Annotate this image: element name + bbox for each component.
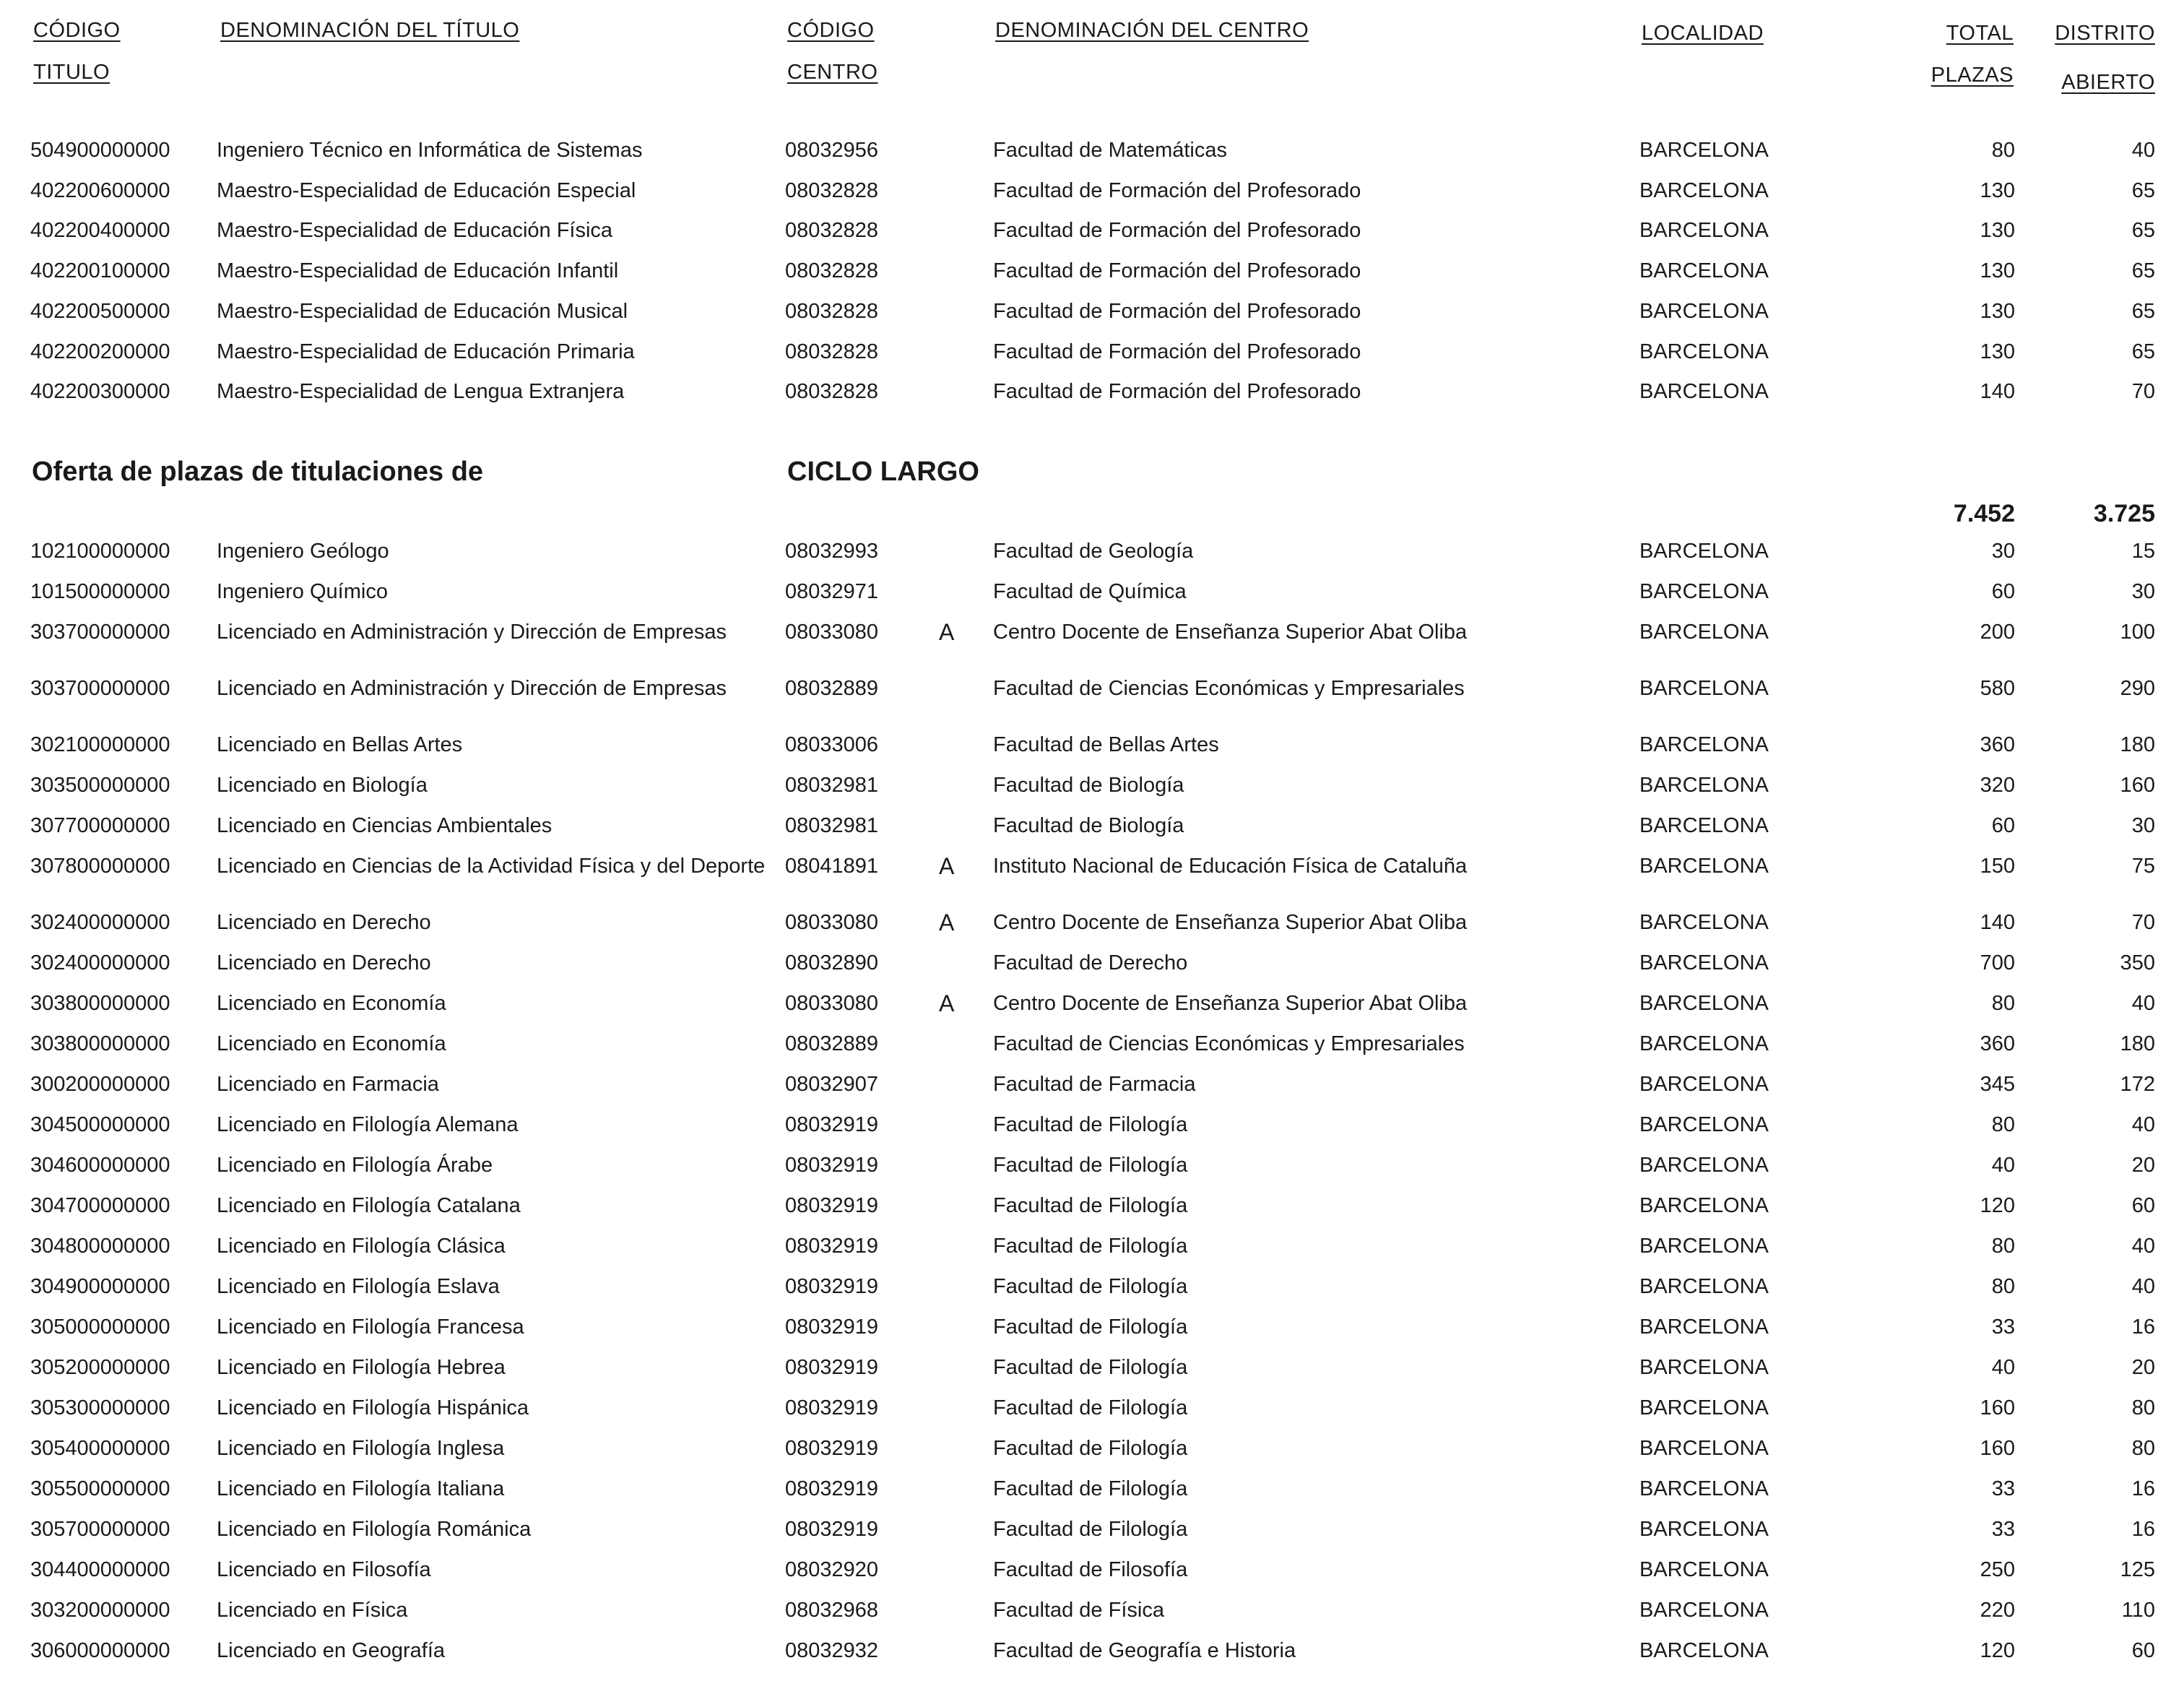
cell-centro-code: 08032889 xyxy=(785,677,879,700)
cell-titulo-code: 305700000000 xyxy=(30,1518,170,1541)
cell-centro-name: Facultad de Ciencias Económicas y Empresariales xyxy=(993,1032,1465,1055)
cell-titulo-name: Maestro-Especialidad de Educación Física xyxy=(217,219,613,243)
cell-titulo-name: Licenciado en Biología xyxy=(217,774,428,797)
cell-centro-name: Facultad de Filología xyxy=(993,1154,1188,1177)
header-localidad: LOCALIDAD xyxy=(1642,22,1764,45)
cell-centro-name: Facultad de Formación del Profesorado xyxy=(993,340,1361,363)
cell-distrito-abierto: 16 xyxy=(2131,1315,2155,1339)
cell-titulo-code: 303700000000 xyxy=(30,621,170,644)
cell-localidad: BARCELONA xyxy=(1639,1113,1769,1136)
cell-titulo-code: 402200500000 xyxy=(30,299,170,323)
table-row xyxy=(0,210,2184,251)
cell-titulo-code: 303800000000 xyxy=(30,992,170,1015)
total-distrito-sum: 3.725 xyxy=(2093,500,2155,527)
header-distrito-line2: ABIERTO xyxy=(2061,71,2155,94)
cell-centro-name: Facultad de Geología xyxy=(993,540,1194,563)
table-row xyxy=(0,983,2184,1024)
cell-localidad: BARCELONA xyxy=(1639,814,1769,837)
cell-flag-mark: A xyxy=(939,853,955,879)
cell-distrito-abierto: 180 xyxy=(2120,733,2155,756)
cell-total-plazas: 360 xyxy=(1980,1032,2015,1055)
cell-distrito-abierto: 16 xyxy=(2131,1477,2155,1500)
cell-centro-name: Facultad de Filología xyxy=(993,1194,1188,1217)
cell-total-plazas: 40 xyxy=(1991,1154,2015,1177)
cell-distrito-abierto: 16 xyxy=(2131,1518,2155,1541)
cell-localidad: BARCELONA xyxy=(1639,911,1769,934)
cell-centro-code: 08032828 xyxy=(785,178,879,202)
cell-total-plazas: 130 xyxy=(1980,178,2015,202)
cell-distrito-abierto: 40 xyxy=(2131,992,2155,1015)
cell-titulo-name: Licenciado en Filología Románica xyxy=(217,1518,532,1541)
cell-flag-mark: A xyxy=(939,909,955,935)
table-row xyxy=(0,765,2184,805)
cell-localidad: BARCELONA xyxy=(1639,178,1769,202)
cell-total-plazas: 33 xyxy=(1991,1518,2015,1541)
cell-centro-name: Facultad de Bellas Artes xyxy=(993,733,1219,756)
table-row xyxy=(0,1550,2184,1590)
cell-localidad: BARCELONA xyxy=(1639,992,1769,1015)
cell-localidad: BARCELONA xyxy=(1639,1275,1769,1298)
cell-centro-code: 08032828 xyxy=(785,259,879,283)
cell-total-plazas: 130 xyxy=(1980,340,2015,363)
cell-distrito-abierto: 160 xyxy=(2120,774,2155,797)
cell-titulo-name: Licenciado en Ciencias Ambientales xyxy=(217,814,552,837)
cell-centro-code: 08032981 xyxy=(785,774,879,797)
cell-centro-code: 08032919 xyxy=(785,1194,879,1217)
table-row xyxy=(0,1145,2184,1185)
cell-centro-name: Facultad de Filología xyxy=(993,1315,1188,1339)
table-row xyxy=(0,902,2184,943)
cell-titulo-name: Licenciado en Filología Francesa xyxy=(217,1315,524,1339)
cell-titulo-name: Licenciado en Derecho xyxy=(217,911,431,934)
cell-titulo-code: 303700000000 xyxy=(30,677,170,700)
cell-total-plazas: 150 xyxy=(1980,855,2015,878)
table-row xyxy=(0,1630,2184,1671)
cell-titulo-code: 402200400000 xyxy=(30,219,170,243)
cell-titulo-code: 402200100000 xyxy=(30,259,170,283)
cell-distrito-abierto: 70 xyxy=(2131,911,2155,934)
cell-distrito-abierto: 125 xyxy=(2120,1558,2155,1581)
cell-centro-code: 08032932 xyxy=(785,1639,879,1662)
cell-localidad: BARCELONA xyxy=(1639,1032,1769,1055)
cell-flag-mark: A xyxy=(939,619,955,645)
cell-centro-code: 08032981 xyxy=(785,814,879,837)
cell-localidad: BARCELONA xyxy=(1639,139,1769,162)
cell-centro-code: 08032919 xyxy=(785,1315,879,1339)
cell-distrito-abierto: 20 xyxy=(2131,1154,2155,1177)
cell-titulo-name: Maestro-Especialidad de Lengua Extranjera xyxy=(217,380,625,404)
header-distrito-line1: DISTRITO xyxy=(2055,22,2155,45)
cell-centro-name: Facultad de Ciencias Económicas y Empresariales xyxy=(993,677,1465,700)
table-row xyxy=(0,1064,2184,1105)
cell-centro-name: Facultad de Farmacia xyxy=(993,1073,1196,1096)
cell-centro-code: 08032919 xyxy=(785,1154,879,1177)
cell-distrito-abierto: 65 xyxy=(2131,340,2155,363)
cell-total-plazas: 160 xyxy=(1980,1437,2015,1460)
cell-centro-code: 08032890 xyxy=(785,951,879,975)
cell-localidad: BARCELONA xyxy=(1639,1154,1769,1177)
cell-total-plazas: 580 xyxy=(1980,677,2015,700)
header-denominacion-centro: DENOMINACIÓN DEL CENTRO xyxy=(995,19,1309,42)
cell-titulo-code: 402200300000 xyxy=(30,380,170,404)
cell-total-plazas: 130 xyxy=(1980,299,2015,323)
cell-titulo-code: 504900000000 xyxy=(30,139,170,162)
cell-titulo-name: Ingeniero Químico xyxy=(217,580,388,603)
table-row xyxy=(0,291,2184,332)
cell-distrito-abierto: 65 xyxy=(2131,299,2155,323)
cell-localidad: BARCELONA xyxy=(1639,855,1769,878)
cell-titulo-name: Licenciado en Filología Inglesa xyxy=(217,1437,505,1460)
cell-localidad: BARCELONA xyxy=(1639,1315,1769,1339)
cell-distrito-abierto: 60 xyxy=(2131,1194,2155,1217)
cell-titulo-name: Maestro-Especialidad de Educación Infantil xyxy=(217,259,619,283)
cell-total-plazas: 80 xyxy=(1991,1113,2015,1136)
cell-titulo-name: Licenciado en Administración y Dirección de Empresas xyxy=(217,677,727,700)
table-row xyxy=(0,1347,2184,1388)
cell-centro-code: 08033080 xyxy=(785,621,879,644)
cell-total-plazas: 700 xyxy=(1980,951,2015,975)
cell-distrito-abierto: 65 xyxy=(2131,219,2155,243)
cell-centro-name: Facultad de Formación del Profesorado xyxy=(993,299,1361,323)
cell-titulo-code: 102100000000 xyxy=(30,540,170,563)
cell-total-plazas: 120 xyxy=(1980,1639,2015,1662)
cell-total-plazas: 160 xyxy=(1980,1396,2015,1419)
header-codigo-titulo-line1: CÓDIGO xyxy=(33,19,121,42)
cell-distrito-abierto: 15 xyxy=(2131,540,2155,563)
cell-centro-code: 08032919 xyxy=(785,1396,879,1419)
cell-centro-name: Facultad de Biología xyxy=(993,774,1184,797)
cell-total-plazas: 130 xyxy=(1980,259,2015,283)
cell-titulo-name: Licenciado en Física xyxy=(217,1599,408,1622)
cell-centro-name: Facultad de Formación del Profesorado xyxy=(993,259,1361,283)
cell-centro-code: 08041891 xyxy=(785,855,879,878)
cell-titulo-code: 305000000000 xyxy=(30,1315,170,1339)
table-row xyxy=(0,1428,2184,1469)
cell-total-plazas: 140 xyxy=(1980,911,2015,934)
cell-titulo-name: Maestro-Especialidad de Educación Especial xyxy=(217,178,636,202)
cell-titulo-name: Maestro-Especialidad de Educación Musical xyxy=(217,299,628,323)
table-row xyxy=(0,531,2184,571)
table-row xyxy=(0,805,2184,846)
cell-distrito-abierto: 30 xyxy=(2131,580,2155,603)
cell-total-plazas: 60 xyxy=(1991,580,2015,603)
cell-localidad: BARCELONA xyxy=(1639,1558,1769,1581)
cell-centro-code: 08032919 xyxy=(785,1356,879,1379)
cell-centro-name: Facultad de Química xyxy=(993,580,1187,603)
cell-distrito-abierto: 65 xyxy=(2131,259,2155,283)
cell-centro-name: Centro Docente de Enseñanza Superior Abat Oliba xyxy=(993,911,1468,934)
cell-total-plazas: 320 xyxy=(1980,774,2015,797)
cell-centro-name: Facultad de Física xyxy=(993,1599,1164,1622)
cell-titulo-name: Licenciado en Filología Hebrea xyxy=(217,1356,506,1379)
cell-distrito-abierto: 30 xyxy=(2131,814,2155,837)
cell-distrito-abierto: 75 xyxy=(2131,855,2155,878)
cell-centro-name: Facultad de Geografía e Historia xyxy=(993,1639,1296,1662)
cell-titulo-name: Licenciado en Ciencias de la Actividad Física y del Deporte xyxy=(217,855,766,878)
table-row xyxy=(0,1226,2184,1266)
cell-titulo-code: 305400000000 xyxy=(30,1437,170,1460)
cell-total-plazas: 120 xyxy=(1980,1194,2015,1217)
cell-titulo-code: 304400000000 xyxy=(30,1558,170,1581)
cell-total-plazas: 80 xyxy=(1991,1275,2015,1298)
cell-total-plazas: 200 xyxy=(1980,621,2015,644)
cell-distrito-abierto: 40 xyxy=(2131,139,2155,162)
cell-titulo-code: 304700000000 xyxy=(30,1194,170,1217)
table-row xyxy=(0,612,2184,652)
cell-total-plazas: 360 xyxy=(1980,733,2015,756)
cell-centro-name: Facultad de Filología xyxy=(993,1235,1188,1258)
cell-centro-code: 08032919 xyxy=(785,1113,879,1136)
table-row xyxy=(0,846,2184,886)
table-row xyxy=(0,371,2184,412)
cell-titulo-name: Ingeniero Geólogo xyxy=(217,540,389,563)
cell-titulo-code: 307800000000 xyxy=(30,855,170,878)
cell-titulo-code: 302400000000 xyxy=(30,951,170,975)
cell-titulo-name: Licenciado en Geografía xyxy=(217,1639,445,1662)
cell-centro-name: Facultad de Derecho xyxy=(993,951,1188,975)
cell-distrito-abierto: 80 xyxy=(2131,1396,2155,1419)
cell-centro-code: 08032828 xyxy=(785,340,879,363)
cell-titulo-name: Licenciado en Filología Italiana xyxy=(217,1477,505,1500)
cell-titulo-name: Licenciado en Filología Hispánica xyxy=(217,1396,529,1419)
cell-titulo-name: Maestro-Especialidad de Educación Primaria xyxy=(217,340,635,363)
section-title-right: CICLO LARGO xyxy=(787,457,979,487)
cell-total-plazas: 80 xyxy=(1991,1235,2015,1258)
cell-total-plazas: 220 xyxy=(1980,1599,2015,1622)
cell-titulo-code: 304900000000 xyxy=(30,1275,170,1298)
cell-titulo-name: Licenciado en Filosofía xyxy=(217,1558,431,1581)
cell-distrito-abierto: 100 xyxy=(2120,621,2155,644)
cell-centro-name: Facultad de Formación del Profesorado xyxy=(993,178,1361,202)
cell-titulo-code: 306000000000 xyxy=(30,1639,170,1662)
cell-centro-name: Facultad de Filología xyxy=(993,1113,1188,1136)
table-row xyxy=(0,943,2184,983)
cell-titulo-code: 402200600000 xyxy=(30,178,170,202)
section-title-left: Oferta de plazas de titulaciones de xyxy=(32,457,484,487)
cell-total-plazas: 80 xyxy=(1991,139,2015,162)
table-row xyxy=(0,332,2184,372)
cell-titulo-code: 305200000000 xyxy=(30,1356,170,1379)
cell-distrito-abierto: 172 xyxy=(2120,1073,2155,1096)
cell-centro-name: Facultad de Formación del Profesorado xyxy=(993,380,1361,404)
cell-localidad: BARCELONA xyxy=(1639,733,1769,756)
table-row xyxy=(0,571,2184,612)
cell-centro-name: Facultad de Filología xyxy=(993,1477,1188,1500)
cell-localidad: BARCELONA xyxy=(1639,219,1769,243)
cell-centro-code: 08032919 xyxy=(785,1275,879,1298)
cell-distrito-abierto: 40 xyxy=(2131,1113,2155,1136)
cell-localidad: BARCELONA xyxy=(1639,299,1769,323)
cell-centro-code: 08032968 xyxy=(785,1599,879,1622)
cell-total-plazas: 30 xyxy=(1991,540,2015,563)
cell-centro-name: Centro Docente de Enseñanza Superior Abat Oliba xyxy=(993,992,1468,1015)
cell-centro-name: Facultad de Formación del Profesorado xyxy=(993,219,1361,243)
cell-localidad: BARCELONA xyxy=(1639,774,1769,797)
cell-localidad: BARCELONA xyxy=(1639,1396,1769,1419)
cell-localidad: BARCELONA xyxy=(1639,540,1769,563)
cell-centro-code: 08032828 xyxy=(785,299,879,323)
cell-titulo-code: 304600000000 xyxy=(30,1154,170,1177)
cell-centro-code: 08032919 xyxy=(785,1518,879,1541)
cell-titulo-name: Licenciado en Filología Clásica xyxy=(217,1235,506,1258)
cell-total-plazas: 33 xyxy=(1991,1315,2015,1339)
cell-titulo-code: 304500000000 xyxy=(30,1113,170,1136)
table-row xyxy=(0,170,2184,211)
cell-localidad: BARCELONA xyxy=(1639,677,1769,700)
cell-titulo-name: Licenciado en Bellas Artes xyxy=(217,733,463,756)
cell-titulo-code: 303500000000 xyxy=(30,774,170,797)
cell-localidad: BARCELONA xyxy=(1639,1477,1769,1500)
cell-total-plazas: 33 xyxy=(1991,1477,2015,1500)
table-row xyxy=(0,1388,2184,1428)
cell-titulo-code: 305300000000 xyxy=(30,1396,170,1419)
table-row xyxy=(0,1590,2184,1630)
cell-centro-name: Facultad de Filología xyxy=(993,1437,1188,1460)
cell-distrito-abierto: 80 xyxy=(2131,1437,2155,1460)
cell-centro-name: Facultad de Filología xyxy=(993,1396,1188,1419)
cell-distrito-abierto: 40 xyxy=(2131,1235,2155,1258)
cell-centro-code: 08032828 xyxy=(785,219,879,243)
cell-total-plazas: 60 xyxy=(1991,814,2015,837)
cell-titulo-name: Licenciado en Economía xyxy=(217,992,446,1015)
cell-titulo-code: 303800000000 xyxy=(30,1032,170,1055)
total-plazas-sum: 7.452 xyxy=(1953,500,2015,527)
cell-centro-code: 08032919 xyxy=(785,1235,879,1258)
cell-total-plazas: 250 xyxy=(1980,1558,2015,1581)
cell-distrito-abierto: 290 xyxy=(2120,677,2155,700)
cell-titulo-code: 304800000000 xyxy=(30,1235,170,1258)
cell-titulo-code: 101500000000 xyxy=(30,580,170,603)
cell-total-plazas: 80 xyxy=(1991,992,2015,1015)
cell-total-plazas: 40 xyxy=(1991,1356,2015,1379)
cell-localidad: BARCELONA xyxy=(1639,259,1769,283)
table-row xyxy=(0,1024,2184,1064)
cell-localidad: BARCELONA xyxy=(1639,1639,1769,1662)
cell-titulo-code: 303200000000 xyxy=(30,1599,170,1622)
cell-distrito-abierto: 20 xyxy=(2131,1356,2155,1379)
cell-distrito-abierto: 350 xyxy=(2120,951,2155,975)
cell-titulo-name: Licenciado en Filología Eslava xyxy=(217,1275,500,1298)
header-total-line2: PLAZAS xyxy=(1930,64,2014,87)
table-row xyxy=(0,251,2184,291)
cell-centro-code: 08032919 xyxy=(785,1437,879,1460)
table-row xyxy=(0,1266,2184,1307)
cell-distrito-abierto: 110 xyxy=(2121,1599,2155,1622)
cell-titulo-code: 302100000000 xyxy=(30,733,170,756)
cell-titulo-name: Ingeniero Técnico en Informática de Sistemas xyxy=(217,139,643,162)
table-row xyxy=(0,1509,2184,1550)
header-codigo-titulo-line2: TITULO xyxy=(33,61,110,84)
cell-titulo-name: Licenciado en Farmacia xyxy=(217,1073,439,1096)
cell-titulo-name: Licenciado en Administración y Dirección de Empresas xyxy=(217,621,727,644)
cell-centro-code: 08032920 xyxy=(785,1558,879,1581)
cell-centro-code: 08033006 xyxy=(785,733,879,756)
cell-titulo-code: 302400000000 xyxy=(30,911,170,934)
header-denominacion-titulo: DENOMINACIÓN DEL TÍTULO xyxy=(220,19,520,42)
cell-centro-code: 08032993 xyxy=(785,540,879,563)
cell-localidad: BARCELONA xyxy=(1639,580,1769,603)
cell-centro-name: Facultad de Filología xyxy=(993,1518,1188,1541)
cell-centro-name: Facultad de Matemáticas xyxy=(993,139,1227,162)
header-codigo-centro-line2: CENTRO xyxy=(787,61,878,84)
cell-titulo-name: Licenciado en Derecho xyxy=(217,951,431,975)
cell-centro-code: 08032971 xyxy=(785,580,879,603)
cell-localidad: BARCELONA xyxy=(1639,1235,1769,1258)
cell-distrito-abierto: 70 xyxy=(2131,380,2155,404)
table-row xyxy=(0,1469,2184,1509)
cell-localidad: BARCELONA xyxy=(1639,1356,1769,1379)
cell-total-plazas: 345 xyxy=(1980,1073,2015,1096)
cell-centro-code: 08032828 xyxy=(785,380,879,404)
cell-titulo-code: 402200200000 xyxy=(30,340,170,363)
table-row xyxy=(0,1185,2184,1226)
cell-localidad: BARCELONA xyxy=(1639,1194,1769,1217)
cell-titulo-name: Licenciado en Economía xyxy=(217,1032,446,1055)
cell-centro-code: 08032956 xyxy=(785,139,879,162)
cell-centro-code: 08032889 xyxy=(785,1032,879,1055)
cell-titulo-name: Licenciado en Filología Catalana xyxy=(217,1194,521,1217)
cell-titulo-name: Licenciado en Filología Árabe xyxy=(217,1154,493,1177)
cell-centro-code: 08033080 xyxy=(785,911,879,934)
cell-titulo-code: 305500000000 xyxy=(30,1477,170,1500)
cell-centro-name: Facultad de Filología xyxy=(993,1356,1188,1379)
cell-flag-mark: A xyxy=(939,990,955,1016)
cell-titulo-code: 307700000000 xyxy=(30,814,170,837)
cell-localidad: BARCELONA xyxy=(1639,1437,1769,1460)
cell-distrito-abierto: 180 xyxy=(2120,1032,2155,1055)
cell-centro-name: Facultad de Filosofía xyxy=(993,1558,1188,1581)
cell-localidad: BARCELONA xyxy=(1639,380,1769,404)
cell-localidad: BARCELONA xyxy=(1639,1073,1769,1096)
table-row xyxy=(0,1105,2184,1145)
cell-distrito-abierto: 65 xyxy=(2131,178,2155,202)
table-row xyxy=(0,668,2184,709)
cell-localidad: BARCELONA xyxy=(1639,621,1769,644)
cell-titulo-name: Licenciado en Filología Alemana xyxy=(217,1113,519,1136)
table-row xyxy=(0,1307,2184,1347)
cell-localidad: BARCELONA xyxy=(1639,1599,1769,1622)
cell-titulo-code: 300200000000 xyxy=(30,1073,170,1096)
cell-total-plazas: 140 xyxy=(1980,380,2015,404)
cell-total-plazas: 130 xyxy=(1980,219,2015,243)
cell-localidad: BARCELONA xyxy=(1639,951,1769,975)
cell-centro-code: 08033080 xyxy=(785,992,879,1015)
cell-centro-name: Instituto Nacional de Educación Física de Cataluña xyxy=(993,855,1468,878)
cell-centro-name: Centro Docente de Enseñanza Superior Abat Oliba xyxy=(993,621,1468,644)
table-row xyxy=(0,130,2184,170)
header-total-line1: TOTAL xyxy=(1946,22,2014,45)
cell-centro-name: Facultad de Biología xyxy=(993,814,1184,837)
table-row xyxy=(0,725,2184,765)
cell-distrito-abierto: 60 xyxy=(2131,1639,2155,1662)
header-codigo-centro-line1: CÓDIGO xyxy=(787,19,875,42)
cell-localidad: BARCELONA xyxy=(1639,340,1769,363)
cell-centro-name: Facultad de Filología xyxy=(993,1275,1188,1298)
cell-localidad: BARCELONA xyxy=(1639,1518,1769,1541)
cell-centro-code: 08032919 xyxy=(785,1477,879,1500)
cell-distrito-abierto: 40 xyxy=(2131,1275,2155,1298)
cell-centro-code: 08032907 xyxy=(785,1073,879,1096)
